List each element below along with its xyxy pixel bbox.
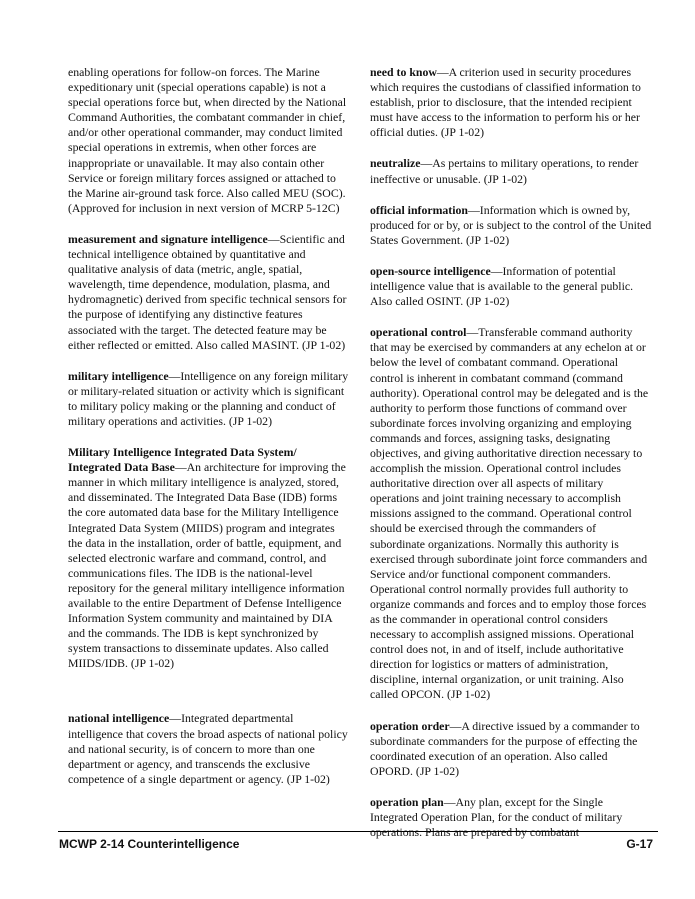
entry-definition: —Intelligence on any foreign military or military-related situation or activity which is significant to military policy making or the planning and conduct of military operations and activities. (JP 1-02) bbox=[68, 368, 349, 428]
entry-osint bbox=[370, 264, 652, 309]
entry-term: operation plan bbox=[370, 794, 444, 809]
entry-definition: —A directive issued by a commander to subordinate commanders for the purpose of effecting the coordinated execution of an operation. Also called OPORD. (JP 1-02) bbox=[370, 718, 640, 778]
entry-term: neutralize bbox=[370, 156, 421, 171]
entry-definition: —As pertains to military operations, to render ineffective or unusable. (JP 1-02) bbox=[370, 156, 639, 186]
entry-definition: —Transferable command authority that may be exercised by commanders at any echelon at or below the level of combatant command. Operational control is inherent in combatant command (command authority). Operational control may be delegated and is the authority to perform those functions of command over subordinate forces involving organizing and employing commands and forces, assigning tasks, designating objectives, and giving authoritative direction necessary to accomplish the mission. Operational control includes authoritative direction over all aspects of military operations and joint training necessary to accomplish missions assigned to the command. Operational control should be exercised through the commanders of subordinate organizations. Normally this authority is exercised through subordinate joint force commanders and Service and/or functional component commanders. Operational control normally provides full authority to organize commands and forces and to employ those forces as the commander in operational control considers necessary to accomplish assigned missions. Operational control does not, in and of itself, include authoritative direction for logistics or matters of administration, discipline, internal organization, or unit training. Also called OPCON. (JP 1-02) bbox=[370, 325, 649, 702]
entry-military-intelligence bbox=[68, 369, 350, 429]
entry-term: military intelligence bbox=[68, 368, 169, 383]
entry-definition: —Scientific and technical intelligence obtained by quantitative and qualitative analysis of data (metric, angle, spatial, wavelength, time dependence, modulation, plasma, and hydromagnetic) derived from specific technical sensors for the purpose of identifying any distinctive features associated with the target. The detected feature may be either reflected or emitted. Also called MASINT. (JP 1-02) bbox=[68, 231, 347, 352]
footer-publication-title: MCWP 2-14 Counterintelligence bbox=[59, 837, 240, 851]
footer-rule bbox=[58, 831, 658, 832]
page-number: G-17 bbox=[626, 837, 653, 851]
entry-masint bbox=[68, 232, 350, 353]
entry-meu-soc-continued bbox=[68, 65, 350, 216]
entry-operation-plan bbox=[370, 795, 652, 840]
entry-term: Military Intelligence Integrated Data System/ Integrated Data Base bbox=[68, 445, 297, 475]
entry-term: measurement and signature intelligence bbox=[68, 231, 268, 246]
entry-definition: —Integrated departmental intelligence that covers the broad aspects of national policy and national security, is of concern to more than one department or agency, and transcends the exclusive competence of a single department or agency. (JP 1-02) bbox=[68, 711, 348, 786]
entry-definition: —Information which is owned by, produced for or by, or is subject to the control of the United States Government. (JP 1-02) bbox=[370, 202, 652, 247]
entry-term: open-source intelligence bbox=[370, 263, 491, 278]
entry-national-intelligence bbox=[68, 711, 350, 786]
entry-neutralize bbox=[370, 156, 652, 186]
entry-definition: —Any plan, except for the Single Integrated Operation Plan, for the conduct of military operations. Plans are prepared by combatant bbox=[370, 794, 623, 840]
entry-operational-control bbox=[370, 325, 652, 702]
entry-definition: enabling operations for follow-on forces. The Marine expeditionary unit (special operations capable) is not a special operations force but, when directed by the National Command Authorities, the combatant commander in chief, and/or other operational commander, may conduct limited special operations in extremis, when other forces are inappropriate or unavailable. It may also contain other Service or foreign military forces assigned or attached to the Marine air-ground task force. Also called MEU (SOC). (Approved for inclusion in next version of MCRP 5-12C) bbox=[68, 65, 347, 215]
entry-definition: —A criterion used in security procedures which requires the custodians of classified information to establish, prior to disclosure, that the intended recipient must have access to the information to perform his or her official duties. (JP 1-02) bbox=[370, 65, 641, 140]
entry-need-to-know bbox=[370, 65, 652, 140]
entry-term: operation order bbox=[370, 718, 450, 733]
entry-operation-order bbox=[370, 719, 652, 779]
entry-term: need to know bbox=[370, 65, 437, 79]
left-column bbox=[68, 65, 350, 803]
entry-term: national intelligence bbox=[68, 711, 170, 726]
entry-definition: —An architecture for improving the manner in which military intelligence is analyzed, stored, and disseminated. The Integrated Data Base (IDB) forms the core automated data base for the Military Intelligence Integrated Data System (MIIDS) program and integrates the data in the installation, order of battle, equipment, and selected electronic warfare and command, control, and communications files. The IDB is the national-level repository for the general military intelligence information available to the entire Department of Defense Intelligence Information System community and maintained by DIA and the commands. The IDB is kept synchronized by system transactions to disseminate updates. Also called MIIDS/IDB. (JP 1-02) bbox=[68, 460, 346, 671]
entry-official-information bbox=[370, 203, 652, 248]
entry-term: official information bbox=[370, 202, 468, 217]
entry-definition: —Information of potential intelligence value that is available to the general public. Also called OSINT. (JP 1-02) bbox=[370, 263, 634, 309]
right-column bbox=[370, 65, 652, 856]
entry-term: operational control bbox=[370, 325, 467, 340]
entry-miids-idb bbox=[68, 445, 350, 671]
